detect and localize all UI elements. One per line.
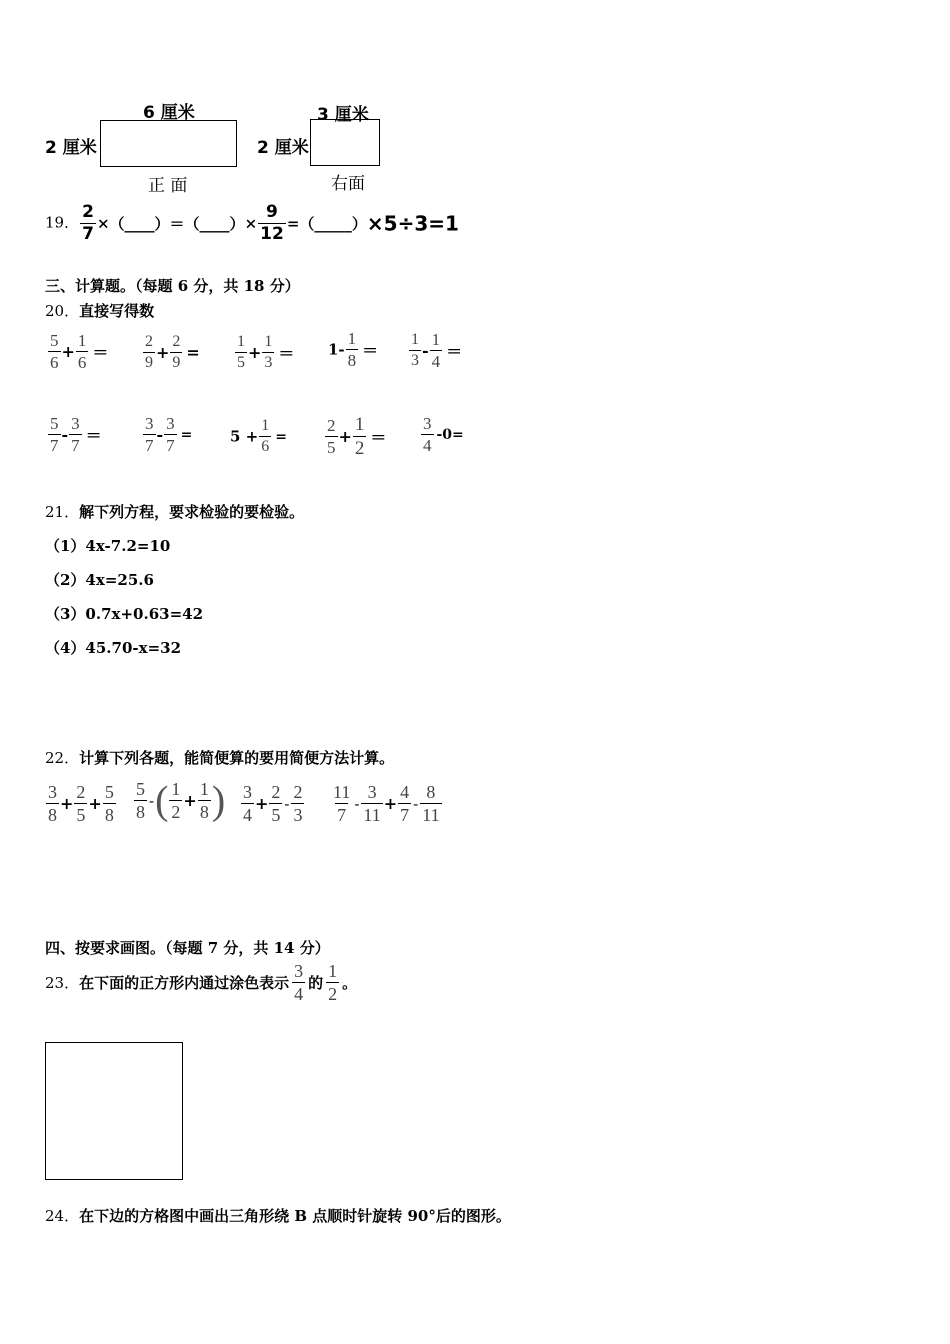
front-bottom-label: 正 面 xyxy=(148,176,188,196)
drawing-square[interactable] xyxy=(45,1042,183,1180)
equation-3: （3）0.7x+0.63=42 xyxy=(45,605,204,623)
q20-item-1: $\frac{5}{6}$ + $\frac{1}{6}$ ＝ xyxy=(50,331,109,372)
q20-item-7: $\frac{3}{7}$ - $\frac{3}{7}$ = xyxy=(145,414,193,455)
right-top-label: 3 厘米 xyxy=(317,105,369,125)
question-23: 23．在下面的正方形内通过涂色表示 $\frac{3}{4}$ 的 $\frac{1}{2}$ 。 xyxy=(45,961,358,1004)
q20-item-8: 5 + $\frac{1}{6}$ = xyxy=(230,417,287,455)
right-bottom-label: 右面 xyxy=(331,174,365,194)
fraction: $\frac{2}{7}$ xyxy=(82,202,94,244)
q22-expression-2: $\frac{5}{8}$ -( $\frac{1}{2}$ + $\frac{1}{8}$ ) xyxy=(136,777,226,823)
equation-4: （4）45.70-x=32 xyxy=(45,639,182,657)
section-3-title: 三、计算题。（每题 6 分，共 18 分） xyxy=(45,277,300,295)
q20-item-10: $\frac{3}{4}$ -0= xyxy=(423,414,464,455)
q20-item-6: $\frac{5}{7}$ - $\frac{3}{7}$ ＝ xyxy=(50,414,102,455)
front-top-label: 6 厘米 xyxy=(143,103,195,123)
q20-item-4: 1- $\frac{1}{8}$ ＝ xyxy=(328,329,379,370)
front-side-label: 2 厘米 xyxy=(45,138,97,158)
equation-2: （2）4x=25.6 xyxy=(45,571,154,589)
answer-blank[interactable]: （_____） xyxy=(299,215,367,233)
answer-blank[interactable]: （____） xyxy=(184,215,245,233)
question-19: 19． $\frac{2}{7}$ ×（____）＝（____）× $\frac{9}{12}$ =（_____）×5÷3=1 xyxy=(45,202,459,244)
q22-expression-3: $\frac{3}{4}$ + $\frac{2}{5}$ - $\frac{2}{3}$ xyxy=(243,782,303,825)
right-view-rect xyxy=(310,119,380,166)
section-4-title: 四、按要求画图。（每题 7 分，共 14 分） xyxy=(45,939,330,957)
answer-blank[interactable]: （____） xyxy=(109,215,170,233)
q22-expression-1: $\frac{3}{8}$ + $\frac{2}{5}$ + $\frac{5}{8}$ xyxy=(48,782,114,825)
front-view-rect xyxy=(100,120,237,167)
question-number: 19． xyxy=(45,213,80,232)
question-24: 24．在下边的方格图中画出三角形绕 B 点顺时针旋转 90°后的图形。 xyxy=(45,1207,511,1225)
fraction: $\frac{9}{12}$ xyxy=(260,202,284,244)
q20-item-3: $\frac{1}{5}$ + $\frac{1}{3}$ ＝ xyxy=(237,333,295,371)
question-20: 20．直接写得数 xyxy=(45,302,155,320)
q22-expression-4: $\frac{11}{7}$ - $\frac{3}{11}$ + $\frac{4}{7}$ - $\frac{8}{11}$ xyxy=(333,782,440,825)
question-21: 21．解下列方程，要求检验的要检验。 xyxy=(45,503,305,521)
q20-item-2: $\frac{2}{9}$ + $\frac{2}{9}$ = xyxy=(145,333,200,371)
equation-1: （1）4x-7.2=10 xyxy=(45,537,171,555)
q20-item-5: $\frac{1}{3}$ - $\frac{1}{4}$ ＝ xyxy=(411,330,463,371)
question-22: 22．计算下列各题，能简便算的要用简便方法计算。 xyxy=(45,749,395,767)
q20-item-9: $\frac{2}{5}$ + $\frac{1}{2}$ ＝ xyxy=(327,414,387,459)
right-side-label: 2 厘米 xyxy=(257,138,309,158)
